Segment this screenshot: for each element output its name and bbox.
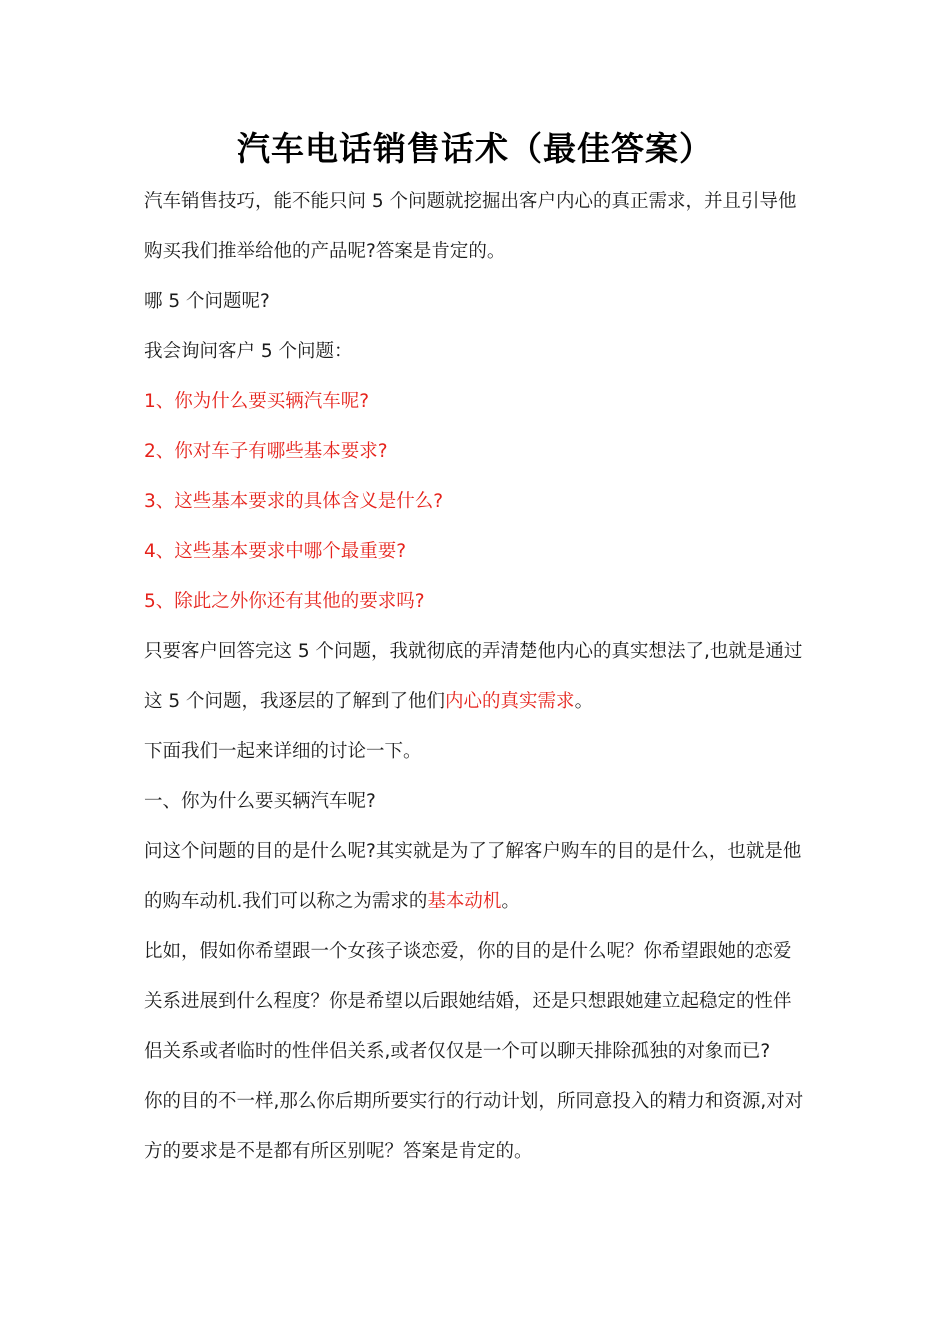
example-paragraph: 比如，假如你希望跟一个女孩子谈恋爱，你的目的是什么呢？你希望跟她的恋爱关系进展到什么程度？你是希望以后跟她结婚，还是只想跟她建立起稳定的性伴侣关系或者临时的性伴侣关系,或者仅仅是一个可以聊天排除孤独的对象而已? [144, 941, 792, 1062]
conclusion-paragraph: 你的目的不一样,那么你后期所要实行的行动计划，所同意投入的精力和资源,对对方的要求是不是都有所区别呢？答案是肯定的。 [144, 1091, 804, 1162]
questions-intro: 我会询问客户 5 个问题： [144, 341, 353, 362]
question-item-4: 4、这些基本要求中哪个最重要? [144, 541, 407, 562]
summary-text: 只要客户回答完这 5 个问题，我就彻底的弄清楚他内心的真实想法了,也就是通过这 5 个问题，我逐层的了解到了他们 [144, 641, 803, 712]
question-prompt: 哪 5 个问题呢? [144, 291, 270, 312]
summary-highlight: 内心的真实需求 [445, 691, 575, 712]
section-1-end: 。 [501, 891, 520, 912]
question-item-5: 5、除此之外你还有其他的要求吗? [144, 591, 425, 612]
question-item-1: 1、你为什么要买辆汽车呢? [144, 391, 370, 412]
document-body [144, 177, 808, 1177]
section-1-text: 问这个问题的目的是什么呢?其实就是为了了解客户购车的目的是什么，也就是他的购车动机.我们可以称之为需求的 [144, 841, 802, 912]
question-item-3: 3、这些基本要求的具体含义是什么? [144, 491, 444, 512]
intro-paragraph: 汽车销售技巧，能不能只问 5 个问题就挖掘出客户内心的真正需求，并且引导他购买我们推举给他的产品呢?答案是肯定的。 [144, 191, 797, 262]
summary-end: 。 [574, 691, 594, 712]
question-item-2: 2、你对车子有哪些基本要求? [144, 441, 388, 462]
document-title: 汽车电话销售话术（最佳答案） [237, 129, 713, 168]
discussion-intro: 下面我们一起来详细的讨论一下。 [144, 741, 422, 762]
section-1-highlight: 基本动机 [427, 891, 502, 912]
section-1-paragraph [144, 827, 808, 927]
section-heading-1: 一、你为什么要买辆汽车呢? [144, 791, 376, 812]
summary-paragraph [144, 627, 808, 727]
